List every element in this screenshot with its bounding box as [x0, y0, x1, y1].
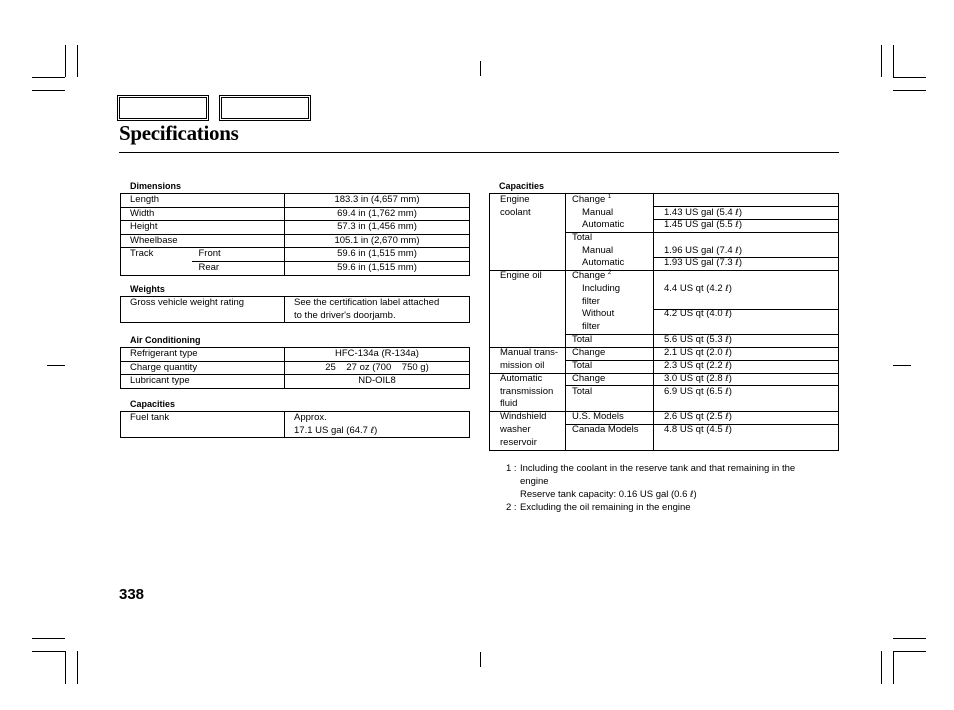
- dim-value: 183.3 in (4,657 mm): [285, 194, 470, 208]
- oil-without: filter: [582, 321, 600, 332]
- coolant-total-automatic: Automatic: [582, 257, 625, 268]
- table-row: [121, 221, 470, 235]
- ac-value: 25 27 oz (700 750 g): [285, 361, 470, 375]
- crop-mark: [32, 90, 65, 91]
- table-row: [121, 412, 470, 438]
- footnote-marker: 1 :: [506, 463, 517, 474]
- table-row: [121, 248, 470, 262]
- oil-without-value: 4.2 US qt (4.0 ℓ): [664, 308, 732, 319]
- washer-label: Windshield: [500, 411, 547, 422]
- oil-including-value: 4.4 US qt (4.2 ℓ): [664, 283, 732, 294]
- table-rule: [490, 270, 838, 271]
- coolant-total-manual: Manual: [582, 245, 614, 256]
- dim-label: Track: [121, 248, 192, 275]
- washer-label: reservoir: [500, 437, 537, 448]
- weights-heading: Weights: [130, 284, 165, 294]
- coolant-total: Total: [572, 232, 593, 243]
- oil-including: Including: [582, 283, 621, 294]
- dim-sublabel: Front: [192, 248, 285, 262]
- table-row: [121, 234, 470, 248]
- at-label: fluid: [500, 398, 518, 409]
- ac-label: Charge quantity: [121, 361, 285, 375]
- coolant-automatic-value: 1.45 US gal (5.5 ℓ): [664, 219, 742, 230]
- crop-mark: [32, 651, 65, 652]
- coolant-manual: Manual: [582, 207, 614, 218]
- mt-total-value: 2.3 US qt (2.2 ℓ): [664, 360, 732, 371]
- coolant-total-automatic-value: 1.93 US gal (7.3 ℓ): [664, 257, 742, 268]
- crop-mark: [893, 77, 926, 78]
- crop-mark: [893, 638, 926, 639]
- crop-mark: [65, 651, 66, 684]
- table-row: [121, 297, 470, 323]
- washer-canada: Canada Models: [572, 424, 639, 435]
- dim-value: 57.3 in (1,456 mm): [285, 221, 470, 235]
- mt-total: Total: [572, 360, 593, 371]
- dim-label: Wheelbase: [121, 234, 285, 248]
- washer-us-value: 2.6 US qt (2.5 ℓ): [664, 411, 732, 422]
- weights-value: [285, 297, 470, 323]
- table-rule: [565, 232, 838, 233]
- at-label: transmission: [500, 386, 554, 397]
- washer-us: U.S. Models: [572, 411, 624, 422]
- crop-mark: [32, 638, 65, 639]
- header-tab-1: [117, 95, 209, 121]
- coolant-label: coolant: [500, 207, 531, 218]
- mt-change-value: 2.1 US qt (2.0 ℓ): [664, 347, 732, 358]
- oil-total-value: 5.6 US qt (5.3 ℓ): [664, 334, 732, 345]
- mt-change: Change: [572, 347, 606, 358]
- at-total: Total: [572, 386, 593, 397]
- at-label: Automatic: [500, 373, 543, 384]
- weights-label: Gross vehicle weight rating: [121, 297, 285, 323]
- crop-mark: [893, 651, 894, 684]
- weights-value-line: See the certification label attached: [294, 297, 440, 308]
- ac-label: Refrigerant type: [121, 348, 285, 362]
- mt-label: Manual trans-: [500, 347, 559, 358]
- crop-mark: [881, 651, 882, 684]
- ac-label: Lubricant type: [121, 375, 285, 389]
- coolant-automatic: Automatic: [582, 219, 625, 230]
- ac-heading: Air Conditioning: [130, 335, 201, 345]
- table-row: [121, 194, 470, 208]
- ac-value: HFC-134a (R-134a): [285, 348, 470, 362]
- table-row: [121, 207, 470, 221]
- oil-label: Engine oil: [500, 270, 542, 281]
- oil-including: filter: [582, 296, 600, 307]
- dim-value: 59.6 in (1,515 mm): [285, 261, 470, 275]
- ac-value: ND-OIL8: [285, 375, 470, 389]
- coolant-change: Change $^1$: [572, 194, 612, 205]
- crop-mark: [47, 365, 65, 366]
- page-number: 338: [119, 586, 145, 603]
- oil-total: Total: [572, 334, 593, 345]
- crop-mark: [77, 45, 78, 77]
- ac-table: [120, 347, 470, 389]
- fuel-label: Fuel tank: [121, 412, 285, 438]
- dimensions-heading: Dimensions: [130, 181, 182, 191]
- coolant-total-manual-value: 1.96 US gal (7.4 ℓ): [664, 245, 742, 256]
- capacities-left-heading: Capacities: [130, 399, 176, 409]
- dim-value: 59.6 in (1,515 mm): [285, 248, 470, 262]
- dimensions-table: [120, 193, 470, 276]
- at-change: Change: [572, 373, 606, 384]
- table-row: [121, 348, 470, 362]
- crop-mark: [893, 45, 894, 77]
- coolant-manual-value: 1.43 US gal (5.4 ℓ): [664, 207, 742, 218]
- oil-without: Without: [582, 308, 615, 319]
- liter-symbol: ℓ: [370, 425, 375, 436]
- coolant-label: Engine: [500, 194, 530, 205]
- crop-mark: [881, 45, 882, 77]
- at-total-value: 6.9 US qt (6.5 ℓ): [664, 386, 732, 397]
- fuel-value-line: 17.1 US gal (64.7 ℓ): [294, 424, 378, 436]
- table-rule: [565, 233, 566, 270]
- washer-canada-value: 4.8 US qt (4.5 ℓ): [664, 424, 732, 435]
- crop-mark: [77, 651, 78, 684]
- footnote-marker: 2 :: [506, 502, 517, 513]
- fuel-table: [120, 411, 470, 438]
- at-change-value: 3.0 US qt (2.8 ℓ): [664, 373, 732, 384]
- mt-label: mission oil: [500, 360, 545, 371]
- page-title: Specifications: [119, 121, 239, 145]
- weights-table: [120, 296, 470, 323]
- footnote-text: Reserve tank capacity: 0.16 US gal (0.6 ℓ): [520, 489, 697, 500]
- oil-change: Change $^2$: [572, 270, 612, 281]
- title-rule: [119, 152, 839, 153]
- washer-label: washer: [500, 424, 531, 435]
- table-row: [121, 361, 470, 375]
- crop-mark: [893, 90, 926, 91]
- capacities-table: [489, 193, 839, 451]
- crop-mark: [32, 77, 65, 78]
- footnote-text: Including the coolant in the reserve tank and that remaining in the: [520, 463, 796, 474]
- table-rule: [565, 194, 566, 233]
- footnote-text: engine: [520, 476, 549, 487]
- crop-mark: [65, 45, 66, 77]
- capacities-right-heading: Capacities: [499, 181, 545, 191]
- fuel-value-line: Approx.: [294, 412, 327, 423]
- dim-value: 105.1 in (2,670 mm): [285, 234, 470, 248]
- fuel-value: [285, 412, 470, 438]
- crop-mark: [893, 365, 911, 366]
- table-row: [121, 375, 470, 389]
- dim-label: Length: [121, 194, 285, 208]
- dim-label: Height: [121, 221, 285, 235]
- crop-mark: [893, 651, 926, 652]
- header-tab-2: [219, 95, 311, 121]
- weights-value-line: to the driver's doorjamb.: [294, 309, 396, 321]
- crop-mark: [480, 652, 481, 667]
- dim-sublabel: Rear: [192, 261, 285, 275]
- dim-label: Width: [121, 207, 285, 221]
- footnote-text: Excluding the oil remaining in the engine: [520, 502, 691, 513]
- dim-value: 69.4 in (1,762 mm): [285, 207, 470, 221]
- crop-mark: [480, 61, 481, 76]
